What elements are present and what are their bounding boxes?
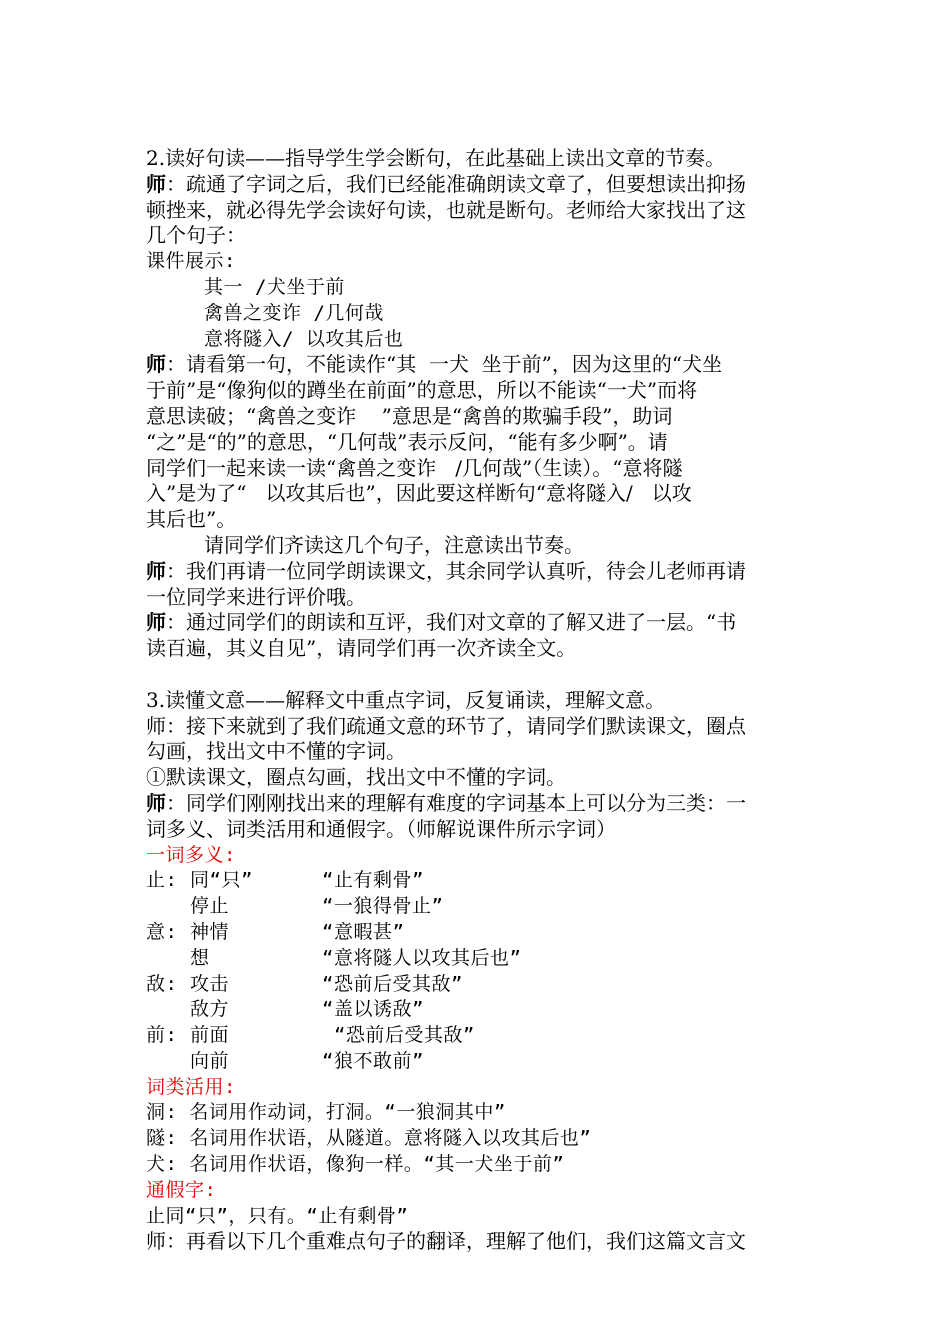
paragraph-line: 几个句子： (146, 223, 246, 248)
polysemy-example: “盖以诱敌” (322, 998, 424, 1021)
polysemy-row (146, 997, 816, 1023)
step-item: ①默读课文，圈点勾画，找出文中不懂的字词。 (146, 765, 566, 790)
paragraph-line: 师：通过同学们的朗读和互评，我们对文章的了解又进了一层。“书 (146, 610, 737, 635)
polysemy-meaning: 同“只” (190, 869, 253, 892)
paragraph-line: 意思读破；“禽兽之变诈 ”意思是“禽兽的欺骗手段”，助词 (146, 403, 673, 428)
example-sentence: 禽兽之变诈 /几何哉 (204, 301, 384, 324)
paragraph-line: 请同学们齐读这几个句子，注意读出节奏。 (204, 532, 584, 557)
polysemy-char: 意: (146, 920, 178, 943)
speaker-label: 师 (146, 171, 166, 196)
word-class-shift-title: 词类活用: (146, 1075, 236, 1098)
polysemy-char: 敌: (146, 972, 178, 995)
polysemy-meaning: 想 (190, 946, 210, 969)
polysemy-row (146, 868, 816, 894)
spacer (146, 662, 816, 688)
polysemy-example: “止有剩骨” (322, 869, 424, 892)
paragraph-line: 师：再看以下几个重难点句子的翻译，理解了他们，我们这篇文言文 (146, 1229, 746, 1254)
polysemy-row (146, 1049, 816, 1075)
polysemy-meaning: 敌方 (190, 998, 230, 1021)
polysemy-row (146, 946, 816, 972)
courseware-label: 课件展示: (146, 250, 236, 273)
polysemy-row (146, 920, 816, 946)
paragraph-line: 读百遍，其义自见”，请同学们再一次齐读全文。 (146, 636, 577, 661)
polysemy-meaning: 停止 (190, 895, 230, 918)
polysemy-example: “狼不敢前” (322, 1049, 424, 1072)
speaker-label: 师 (146, 558, 166, 583)
polysemy-list (146, 868, 816, 1074)
paragraph-line: 词多义、词类活用和通假字。（师解说课件所示字词） (146, 816, 616, 841)
polysemy-example: “意暇甚” (322, 920, 405, 943)
example-sentence: 其一 /犬坐于前 (204, 275, 345, 298)
example-sentence: 意将隧入/ 以攻其后也 (204, 327, 404, 350)
paragraph-line: 勾画，找出文中不懂的字词。 (146, 739, 406, 764)
document-page (146, 146, 816, 1255)
polysemy-example: “恐前后受其敌” (322, 972, 463, 995)
polysemy-row (146, 972, 816, 998)
paragraph-line: 一位同学来进行评价哦。 (146, 584, 366, 609)
word-class-shift-item: 洞: 名词用作动词，打洞。“一狼洞其中” (146, 1101, 506, 1124)
paragraph-line: “之”是“的”的意思，“几何哉”表示反问，“能有多少啊”。请 (146, 429, 668, 454)
word-class-shift-item: 犬: 名词用作状语，像狗一样。“其一犬坐于前” (146, 1153, 565, 1176)
paragraph-line: 师：我们再请一位同学朗读课文，其余同学认真听，待会儿老师再请 (146, 558, 746, 583)
polysemy-char: 前: (146, 1024, 178, 1047)
section3-heading: 3.读懂文意——解释文中重点字词，反复诵读，理解文意。 (146, 687, 666, 712)
loan-character-title: 通假字: (146, 1178, 217, 1201)
polysemy-char: 止: (146, 869, 178, 892)
paragraph-line: 顿挫来，就必得先学会读好句读，也就是断句。老师给大家找出了这 (146, 197, 746, 222)
speaker-label: 师 (146, 352, 166, 377)
polysemy-example: “意将隧人以攻其后也” (322, 946, 522, 969)
paragraph-line: 于前”是“像狗似的蹲坐在前面”的意思，所以不能读“一犬”而将 (146, 378, 698, 403)
section2-heading: 2.读好句读——指导学生学会断句，在此基础上读出文章的节奏。 (146, 146, 726, 170)
speaker-label: 师 (146, 610, 166, 635)
paragraph-line: 入”是为了“ 以攻其后也”，因此要这样断句“意将隧入/ 以攻 (146, 481, 692, 506)
polysemy-title: 一词多义: (146, 843, 236, 866)
polysemy-meaning: 前面 (190, 1024, 230, 1047)
polysemy-row (146, 1023, 816, 1049)
word-class-shift-item: 隧: 名词用作状语，从隧道。意将隧入以攻其后也” (146, 1127, 592, 1150)
polysemy-example: “恐前后受其敌” (322, 1024, 475, 1047)
polysemy-meaning: 向前 (190, 1049, 230, 1072)
paragraph-line: 师：请看第一句，不能读作“其 一犬 坐于前”，因为这里的“犬坐 (146, 352, 723, 377)
paragraph-line: 其后也”。 (146, 507, 237, 532)
paragraph-line: 师：同学们刚刚找出来的理解有难度的字词基本上可以分为三类：一 (146, 790, 746, 815)
polysemy-meaning: 攻击 (190, 972, 230, 995)
polysemy-example: “一狼得骨止” (322, 895, 444, 918)
paragraph-line: 师：疏通了字词之后，我们已经能准确朗读文章了，但要想读出抑扬 (146, 171, 746, 196)
loan-character-item: 止同“只”，只有。“止有剩骨” (146, 1204, 409, 1227)
polysemy-row (146, 894, 816, 920)
paragraph-line: 师：接下来就到了我们疏通文意的环节了，请同学们默读课文，圈点 (146, 713, 746, 738)
paragraph-line: 同学们一起来读一读“禽兽之变诈 /几何哉”（生读）。“意将隧 (146, 455, 683, 480)
polysemy-meaning: 神情 (190, 920, 230, 943)
speaker-label: 师 (146, 790, 166, 815)
